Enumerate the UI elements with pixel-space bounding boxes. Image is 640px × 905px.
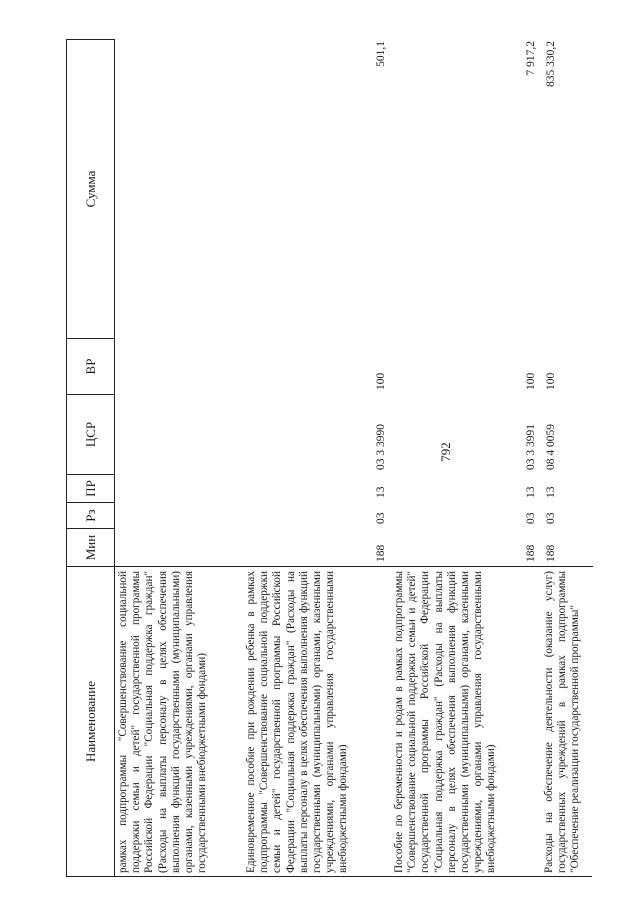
row-1-rz <box>115 502 243 528</box>
row-3-min: 188 <box>525 544 537 562</box>
row-4-rz: 03 <box>545 512 557 524</box>
row-4-name: Расходы на обеспечение деятельности (оказание услуг) государственных учреждений в рамках подпрограммы "Обеспечение реализации государственной программы" <box>541 566 593 876</box>
row-4-sum: 835 330,2 <box>545 41 557 87</box>
row-2-vr: 100 <box>375 372 387 390</box>
row-3-name: Пособие по беременности и родам в рамках подпрограммы "Совершенствование социальной поддержки семьи и детей" государственной программы Российской Федерации "Социальная поддержка граждан" (Расходы на выплаты персоналу в целях обеспечения выполнения функций государственными (муниципальными) органами, казенными учреждениями, органами управления государственными внебюджетными фондами) <box>391 566 541 876</box>
header-min: Мин <box>67 528 115 566</box>
row-1-vr <box>115 338 243 394</box>
row-4-min: 188 <box>545 544 557 562</box>
row-1-sum <box>115 39 243 338</box>
header-pr: ПР <box>67 474 115 502</box>
row-4-csr: 08 4 0059 <box>545 424 557 470</box>
row-3-rz: 03 <box>525 512 537 524</box>
row-2-sum: 501,1 <box>375 41 387 67</box>
page-number: 792 <box>438 442 453 462</box>
header-vr: ВР <box>67 338 115 394</box>
header-sum: Сумма <box>67 39 115 338</box>
row-1-csr <box>115 394 243 474</box>
row-2-pr: 13 <box>375 486 387 498</box>
header-csr: ЦСР <box>67 394 115 474</box>
header-name: Наименование <box>67 566 115 876</box>
header-rz: Рз <box>67 502 115 528</box>
row-1-pr <box>115 474 243 502</box>
row-4-pr: 13 <box>545 486 557 498</box>
row-2-rz: 03 <box>375 512 387 524</box>
row-1-min <box>115 528 243 566</box>
row-4-vr: 100 <box>545 372 557 390</box>
row-2-name: Единовременное пособие при рождении ребенка в рамках подпрограммы "Совершенствование социальной поддержки семьи и детей" государственной программы Российской Федерации "Социальная поддержка граждан" (Расходы на выплаты персоналу в целях обеспечения выполнения функций государственными (муниципальными) органами, казенными учреждениями, органами управления государственными внебюджетными фондами) <box>243 566 391 876</box>
row-3-csr: 03 3 3991 <box>525 424 537 470</box>
row-1-name: рамках подпрограммы "Совершенствование социальной поддержки семьи и детей" государственной программы Российской Федерации "Социальная поддержка граждан" (Расходы на выплаты персоналу в целях обеспечения выполнения функций государственными (муниципальными) органами, казенными учреждениями, органами управления государственными внебюджетными фондами) <box>115 566 243 876</box>
budget-table <box>66 39 592 877</box>
row-2-csr: 03 3 3990 <box>375 424 387 470</box>
row-3-sum: 7 917,2 <box>525 41 537 76</box>
row-2-min: 188 <box>375 544 387 562</box>
row-3-pr: 13 <box>525 486 537 498</box>
row-3-vr: 100 <box>525 372 537 390</box>
